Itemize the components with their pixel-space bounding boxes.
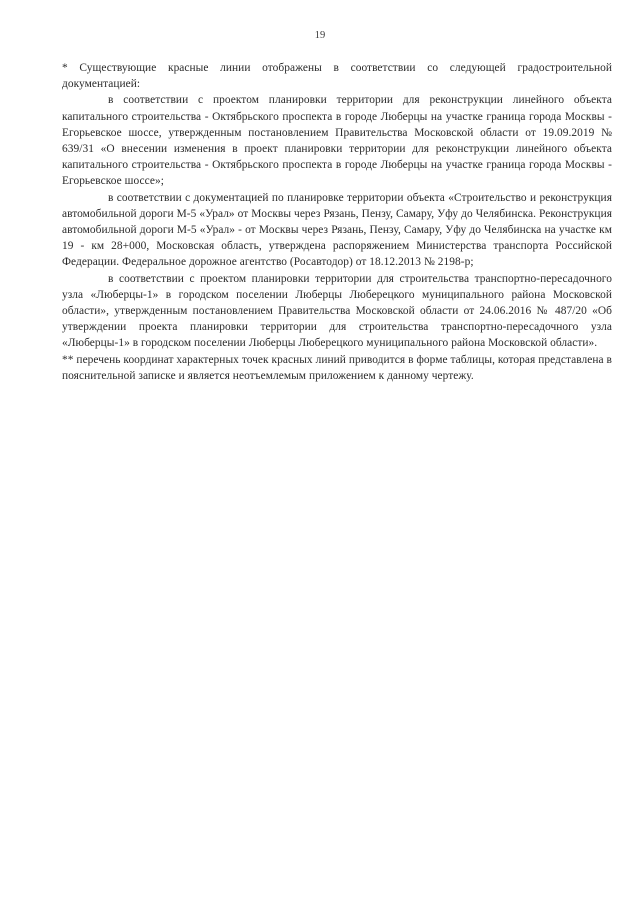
page-number: 19: [314, 30, 326, 41]
document-reference-1: в соответствии с проектом планировки территории для реконструкции линейного объекта капитального строительства - Октябрьского проспекта в городе Люберцы на участке граница города Москвы - Егорьевское шоссе, утвержденным постановлением Правительства Московской области от 19.09.2019 № 639/31 «О внесении изменения в проект планировки территории для реконструкции линейного объекта капитального строительства - Октябрьского проспекта в городе Люберцы на участке граница города Москвы - Егорьевское шоссе»;: [62, 94, 612, 188]
document-reference-3: в соответствии с проектом планировки территории для строительства транспортно-пересадочного узла «Люберцы-1» в городском поселении Люберцы Люберецкого муниципального района Московской области», утвержденным постановлением Правительства Московской области от 24.06.2016 № 487/20 «Об утверждении проекта планировки территории для строительства транспортно-пересадочного узла «Люберцы-1» в городском поселении Люберцы Люберецкого муниципального района Московской области».: [62, 272, 612, 350]
document-reference-2: в соответствии с документацией по планировке территории объекта «Строительство и реконструкция автомобильной дороги М-5 «Урал» от Москвы через Рязань, Пензу, Самару, Уфу до Челябинска. Реконструкция автомобильной дороги М-5 «Урал» - от Москвы через Рязань, Пензу, Самару, Уфу до Челябинска на участке км 19 - км 28+000, Московская область, утверждена распоряжением Министерства транспорта Российской Федерации. Федеральное дорожное агентство (Росавтодор) от 18.12.2013 № 2198-р;: [62, 191, 612, 269]
document-body: [62, 60, 612, 384]
note-coordinates: ** перечень координат характерных точек красных линий приводится в форме таблицы, которая представлена в пояснительной записке и является неотъемлемым приложением к данному чертежу.: [62, 353, 612, 382]
note-intro: * Существующие красные линии отображены в соответствии со следующей градостроительной документацией:: [62, 62, 612, 91]
